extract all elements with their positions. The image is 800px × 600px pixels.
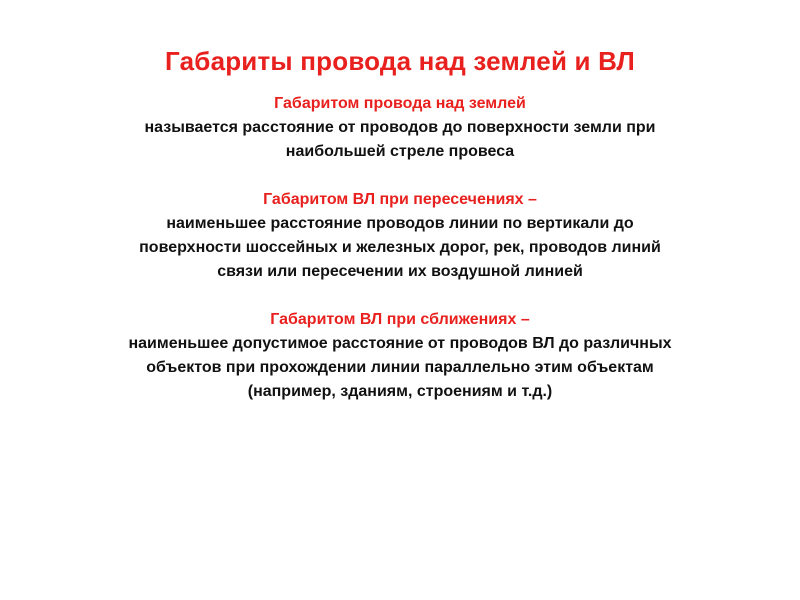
definition-line: наибольшей стреле провеса <box>285 143 515 160</box>
definition-approach-clearance <box>40 308 760 404</box>
definition-term: Габаритом провода над землей <box>274 95 526 112</box>
definition-line: называется расстояние от проводов до поверхности земли при <box>144 119 656 136</box>
definition-term: Габаритом ВЛ при сближениях – <box>270 311 530 328</box>
definition-line: связи или пересечении их воздушной линией <box>217 263 583 280</box>
slide-body <box>40 92 760 428</box>
definition-line: поверхности шоссейных и железных дорог, рек, проводов линий <box>139 239 661 256</box>
definition-ground-clearance <box>40 92 760 164</box>
slide-title: Габариты провода над землей и ВЛ <box>165 46 635 76</box>
definition-line: (например, зданиям, строениям и т.д.) <box>247 383 553 400</box>
definition-line: объектов при прохождении линии параллельно этим объектам <box>146 359 654 376</box>
definition-term: Габаритом ВЛ при пересечениях – <box>263 191 537 208</box>
definition-line: наименьшее расстояние проводов линии по вертикали до <box>166 215 634 232</box>
definition-line: наименьшее допустимое расстояние от проводов ВЛ до различных <box>128 335 672 352</box>
definition-crossing-clearance <box>40 188 760 284</box>
